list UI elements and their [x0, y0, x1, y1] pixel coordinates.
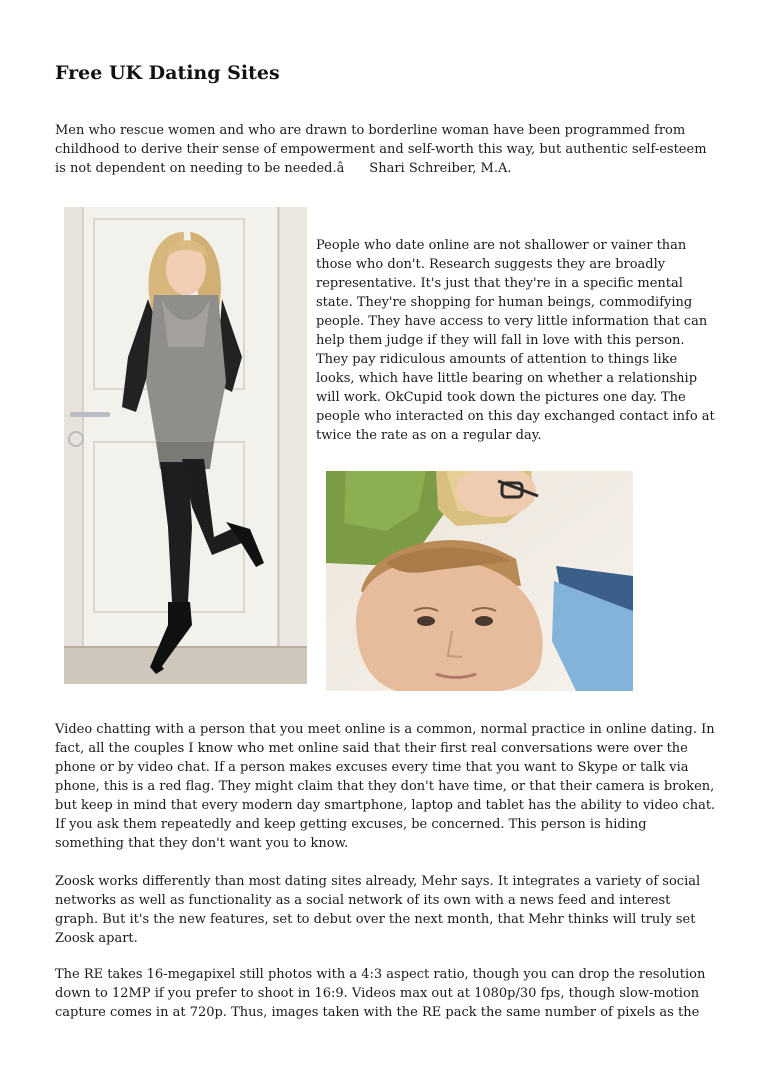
page-title: Free UK Dating Sites — [55, 62, 280, 84]
video-chat-paragraph: Video chatting with a person that you meet online is a common, normal practice in online dating. In fact, all the couples I know who met online said that their first real conversations were over the phone or by video chat. If a person makes excuses every time that you want to Skype or talk via phone, this is a red flag. They might claim that they don't have time, or that their camera is broken, but keep in mind that every modern day smartphone, laptop and tablet has the ability to video chat. If you ask them repeatedly and keep getting excuses, be concerned. This person is hiding something that they don't want you to know. — [55, 722, 716, 851]
camera-paragraph: The RE takes 16-megapixel still photos with a 4:3 aspect ratio, though you can drop the resolution down to 12MP if you prefer to shoot in 16:9. Videos max out at 1080p/30 fps, though slow-motion capture comes in at 720p. Thus, images taken with the RE pack the same number of pixels as the — [55, 967, 706, 1020]
zoosk-paragraph: Zoosk works differently than most dating sites already, Mehr says. It integrates a variety of social networks as well as functionality as a social network of its own with a news feed and interest graph. But it's the new features, set to debut over the next month, that Mehr thinks will truly set Zoosk apart. — [55, 874, 701, 946]
couple-closeup-photo — [326, 471, 633, 691]
side-paragraph: People who date online are not shallower or vainer than those who don't. Research suggests they are broadly representative. It's just that they're in a specific mental state. They're shopping for human beings, commodifying people. They have access to very little information that can help them judge if they will fall in love with this person. They pay ridiculous amounts of attention to things like looks, which have little bearing on whether a relationship will work. OkCupid took down the pictures one day. The people who interacted on this day exchanged contact info at twice the rate as on a regular day. — [316, 238, 715, 443]
intro-paragraph: Men who rescue women and who are drawn to borderline woman have been programmed from childhood to derive their sense of empowerment and self-worth this way, but authentic self-esteem is not dependent on needing to be needed.â Shari Schreiber, M.A. — [55, 123, 707, 176]
woman-standing-photo — [64, 207, 307, 684]
